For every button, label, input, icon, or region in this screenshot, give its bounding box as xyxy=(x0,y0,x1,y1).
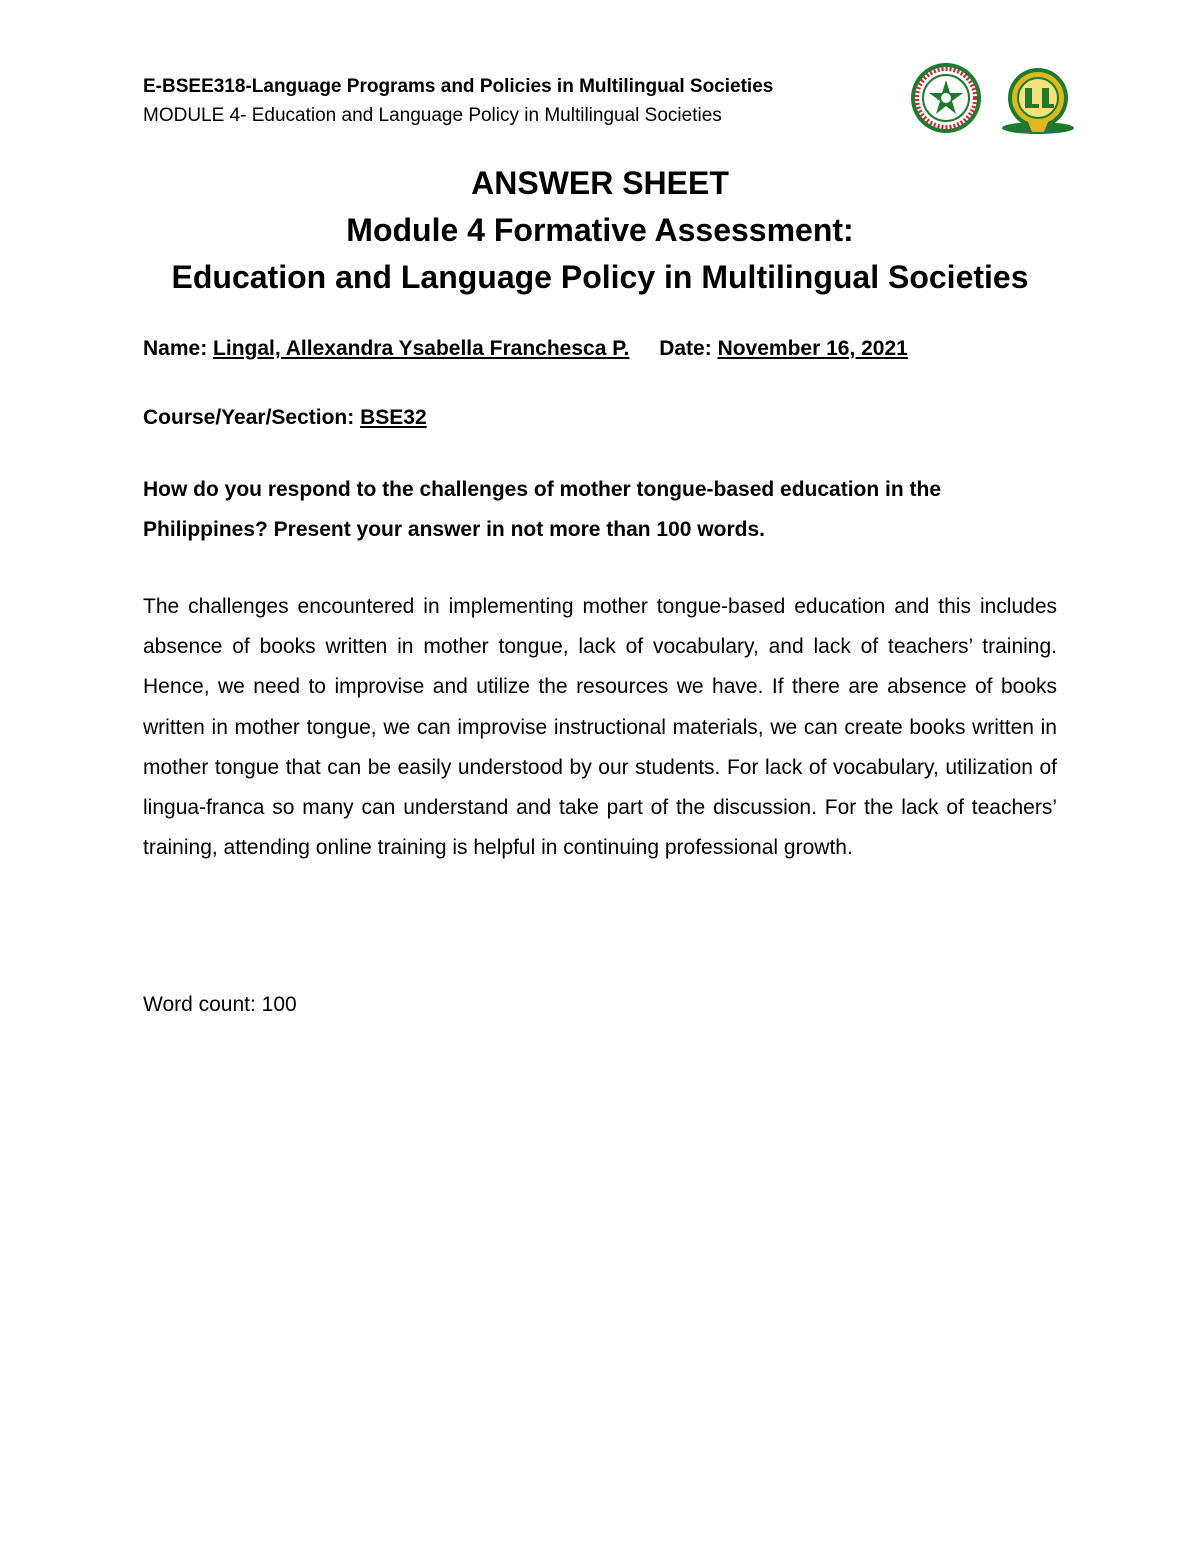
university-seal-icon xyxy=(910,62,982,134)
name-date-row xyxy=(143,337,908,361)
module-title: MODULE 4- Education and Language Policy in Multilingual Societies xyxy=(143,105,722,126)
college-seal-icon xyxy=(998,60,1078,140)
course-value: BSE32 xyxy=(360,406,427,429)
document-header xyxy=(143,72,773,130)
title-line-3: Education and Language Policy in Multilingual Societies xyxy=(171,259,1029,295)
title-line-1: ANSWER SHEET xyxy=(471,165,729,201)
course-row xyxy=(143,406,427,430)
word-count: Word count: 100 xyxy=(143,993,297,1016)
course-title: E-BSEE318-Language Programs and Policies in Multilingual Societies xyxy=(143,76,774,97)
question-text: How do you respond to the challenges of mother tongue-based education in the Philippines? Present your answer in not more than 100 words. xyxy=(143,478,942,541)
name-value: Lingal, Allexandra Ysabella Franchesca P. xyxy=(213,337,630,360)
date-value: November 16, 2021 xyxy=(717,337,908,360)
page-title xyxy=(100,160,1100,301)
answer-paragraph: The challenges encountered in implementing mother tongue-based education and this includes absence of books written in mother tongue, lack of vocabulary, and lack of teachers’ training. Hence, we need to improvise and utilize the resources we have. If there are absence of books written in mother tongue, we can improvise instructional materials, we can create books written in mother tongue that can be easily understood by our students. For lack of vocabulary, utilization of lingua-franca so many can understand and take part of the discussion. For the lack of teachers’ training, attending online training is helpful in continuing professional growth. xyxy=(143,595,1057,860)
course-label: Course/Year/Section: xyxy=(143,406,355,429)
date-label: Date: xyxy=(659,337,712,360)
title-line-2: Module 4 Formative Assessment: xyxy=(346,212,854,248)
name-label: Name: xyxy=(143,337,208,360)
